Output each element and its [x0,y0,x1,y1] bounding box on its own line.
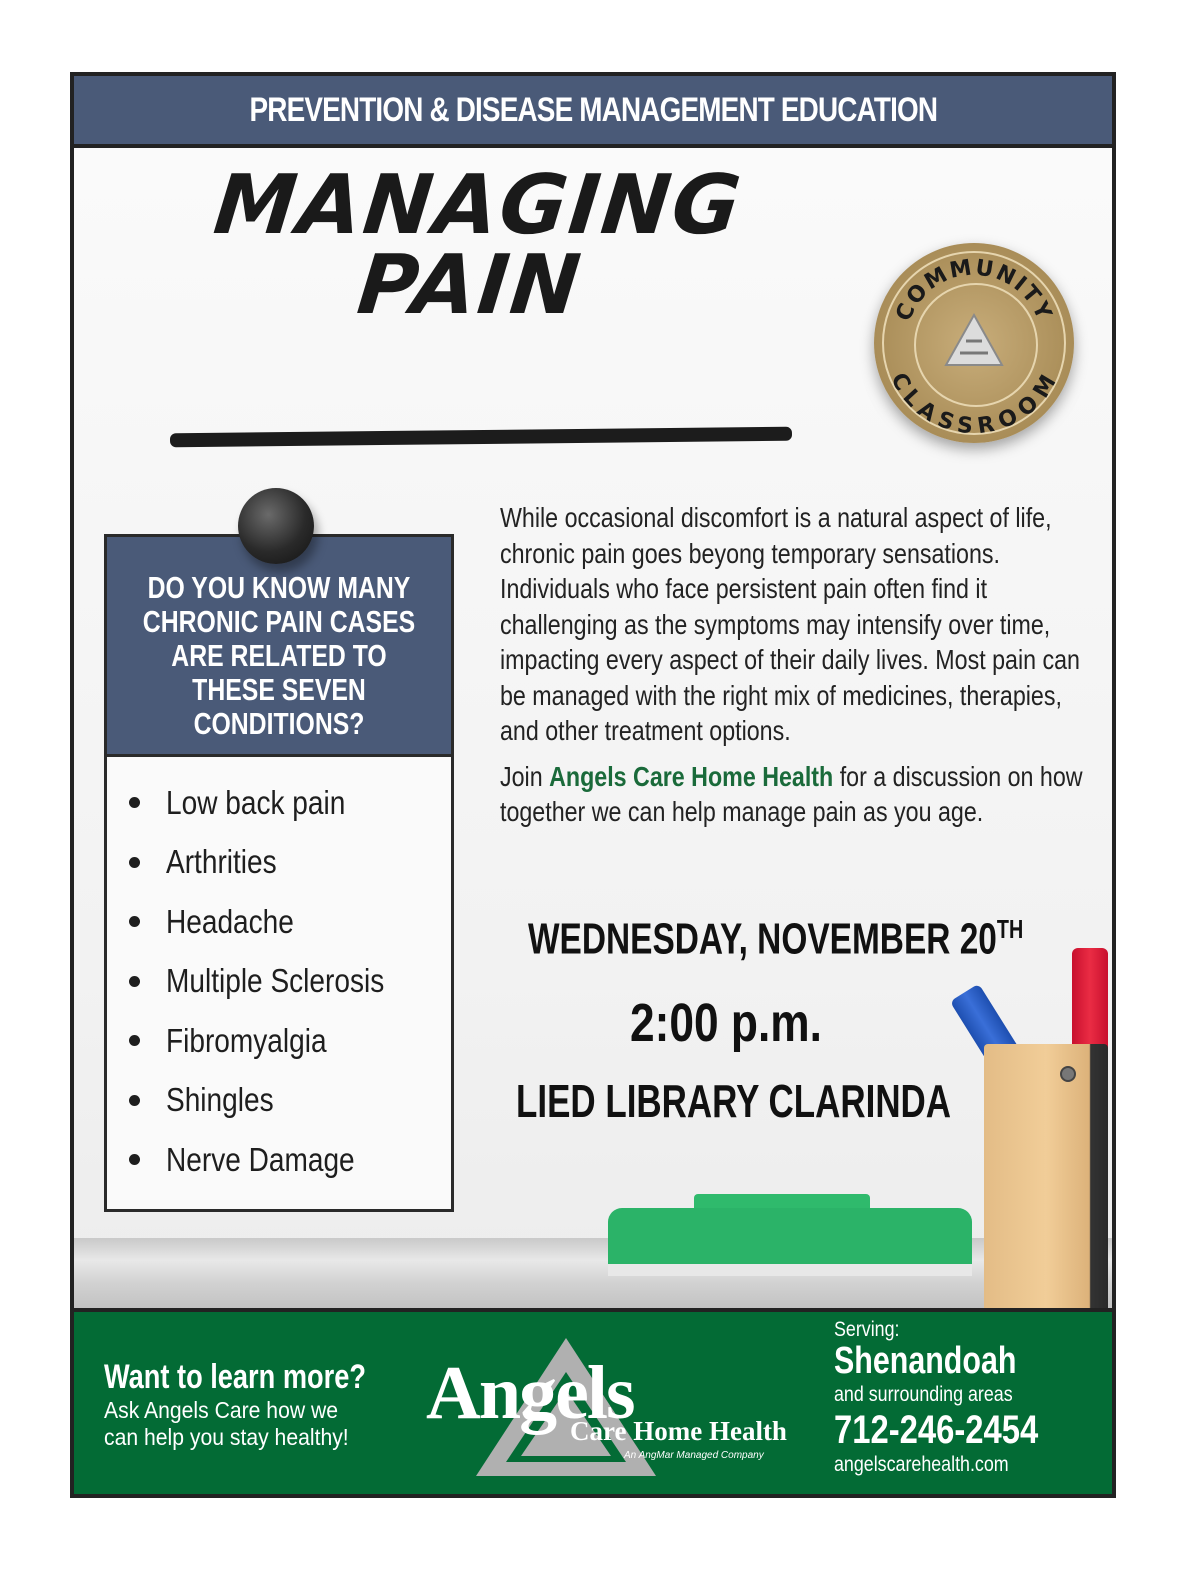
list-item [129,1011,451,1071]
join-paragraph [500,759,1098,830]
banner-text: PREVENTION & DISEASE MANAGEMENT EDUCATION [249,90,937,129]
bullet-icon [129,976,140,987]
conditions-heading-panel [107,537,451,757]
cta-heading: Want to learn more? [104,1358,366,1396]
svg-text:CLASSROOM: CLASSROOM [885,368,1063,440]
page-title [166,158,783,333]
header-banner [74,76,1112,148]
bullet-icon [129,797,140,808]
flyer-frame [70,72,1116,1498]
list-item [129,952,451,1012]
event-date [528,914,1023,965]
cta-line-1: Ask Angels Care how we [104,1397,339,1423]
condition-label: Nerve Damage [166,1140,355,1178]
logo-tagline: An AngMar Managed Company [624,1450,764,1461]
list-item [129,892,451,952]
condition-label: Fibromyalgia [166,1021,327,1059]
logo-word: Angels [426,1351,634,1435]
condition-label: Headache [166,902,294,940]
list-item [129,1071,451,1131]
condition-label: Multiple Sclerosis [166,962,385,1000]
condition-label: Arthrities [166,843,277,881]
serving-label: Serving: [834,1318,900,1341]
bullet-icon [129,1035,140,1046]
date-text: WEDNESDAY, NOVEMBER 20 [528,914,997,964]
conditions-heading: DO YOU KNOW MANY CHRONIC PAIN CASES ARE RELATED TO THESE SEVEN CONDITIONS? [142,569,416,741]
serving-area: and surrounding areas [834,1383,1013,1406]
push-pin-icon [238,488,314,564]
whiteboard [74,148,1112,1312]
bullet-icon [129,916,140,927]
bullet-icon [129,1095,140,1106]
community-classroom-badge [874,243,1074,443]
logo-subtitle: Care Home Health [570,1416,787,1446]
phone-number[interactable]: 712-246-2454 [834,1408,1039,1452]
title-underline [170,427,792,448]
title-line-1: MANAGING [209,158,747,253]
eraser-icon [608,1194,972,1278]
description-paragraph: While occasional discomfort is a natural aspect of life, chronic pain goes beyong temporary sensations. Individuals who face persistent pain often find it challenging as the symptoms may intensify over time, impacting every aspect of their daily lives. Most pain can be managed with the right mix of medicines, therapies, and other treatment options. [500,502,1080,746]
title-line-2: PAIN [353,238,587,333]
list-item [129,773,451,833]
bullet-icon [129,1154,140,1165]
cta-line-2: can help you stay healthy! [104,1424,349,1450]
bullet-icon [129,857,140,868]
event-venue: LIED LIBRARY CLARINDA [516,1075,952,1127]
footer-cta [104,1358,431,1451]
conditions-list [107,757,451,1190]
date-suffix: TH [996,914,1024,944]
join-suffix: for a discussion on how together we can help manage pain as you age. [500,760,1083,827]
list-item [129,1130,451,1190]
condition-label: Shingles [166,1081,274,1119]
list-item [129,833,451,893]
org-name: Angels Care Home Health [549,760,834,792]
description [500,500,1100,840]
conditions-card [104,534,454,1212]
event-time: 2:00 p.m. [630,993,822,1053]
footer-contact [834,1318,1083,1477]
footer [74,1308,1112,1494]
svg-text:COMMUNITY: COMMUNITY [891,255,1057,326]
join-prefix: Join [500,760,550,792]
condition-label: Low back pain [166,783,346,821]
website-link[interactable]: angelscarehealth.com [834,1453,1009,1476]
serving-town: Shenandoah [834,1340,1017,1382]
angels-care-logo [426,1332,787,1482]
badge-emblem-icon [874,243,1074,443]
